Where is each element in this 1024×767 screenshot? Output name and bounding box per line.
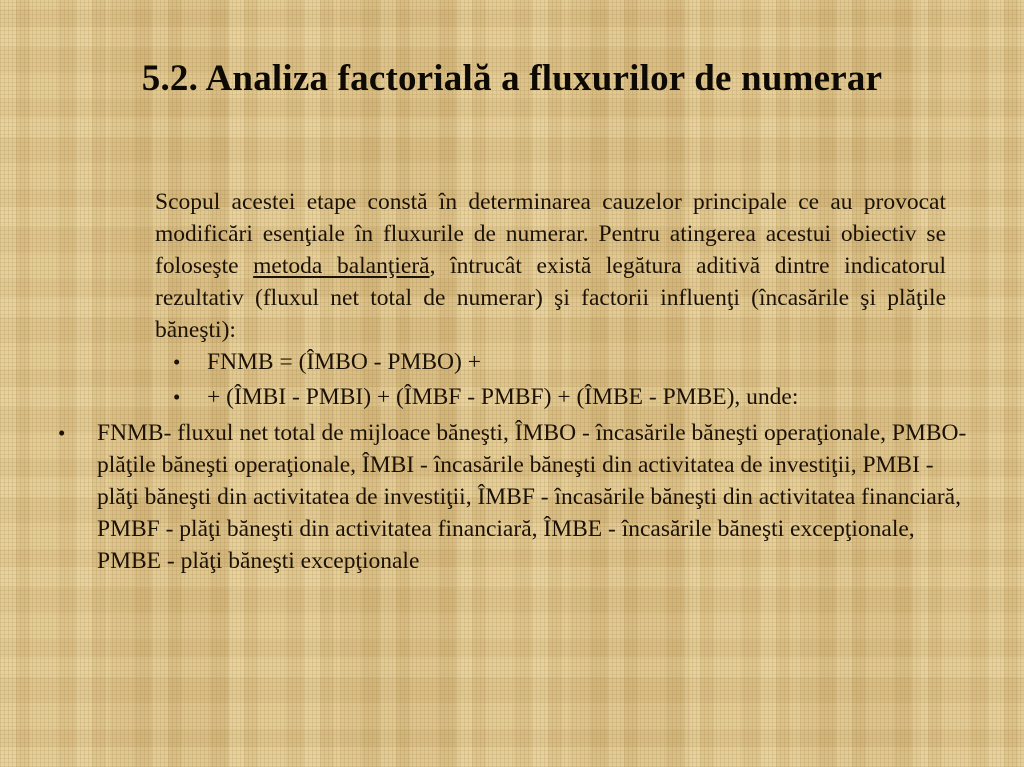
bullet-marker: • (173, 385, 181, 409)
formula-line-1: FNMB = (ÎMBO - PMBO) + (207, 349, 481, 375)
paragraph-text-start: Scopul acestei etape constă în determinarea cauzelor principale ce au provocat modificări esenţiale în fluxurile de numerar. Pentru atingerea acestui obiectiv se foloseşte (155, 189, 946, 279)
intro-paragraph (155, 186, 946, 346)
list-item-formula-2 (155, 381, 955, 413)
bullet-marker: • (58, 421, 66, 445)
paragraph-text-end: , întrucât există legătura aditivă dintre indicatorul rezultativ (fluxul net total de numerar) şi factorii influenţi (încasările şi plăţile băneşti): (155, 253, 946, 343)
legend-text: FNMB- fluxul net total de mijloace băneşti, ÎMBO - încasările băneşti operaţionale, PMBO- plăţile băneşti operaţionale, ÎMBI - încasările băneşti din activitatea de investiţii, PMBI - plăţi băneşti din activitatea de investiţii, ÎMBF - încasările băneşti din activitatea financiară, PMBF - plăţi băneşti din activitatea financiară, ÎMBE - încasările băneşti excepţionale, PMBE - plăţi băneşti excepţionale (97, 420, 967, 574)
formula-list (155, 346, 955, 416)
formula-line-2: + (ÎMBI - PMBI) + (ÎMBF - PMBF) + (ÎMBE - PMBE), unde: (207, 384, 799, 410)
underlined-term: metoda balanţieră (253, 253, 430, 279)
slide-title: 5.2. Analiza factorială a fluxurilor de numerar (141, 58, 883, 99)
list-item-formula-1 (155, 346, 955, 378)
list-item-legend (50, 417, 970, 577)
bullet-marker: • (173, 350, 181, 374)
